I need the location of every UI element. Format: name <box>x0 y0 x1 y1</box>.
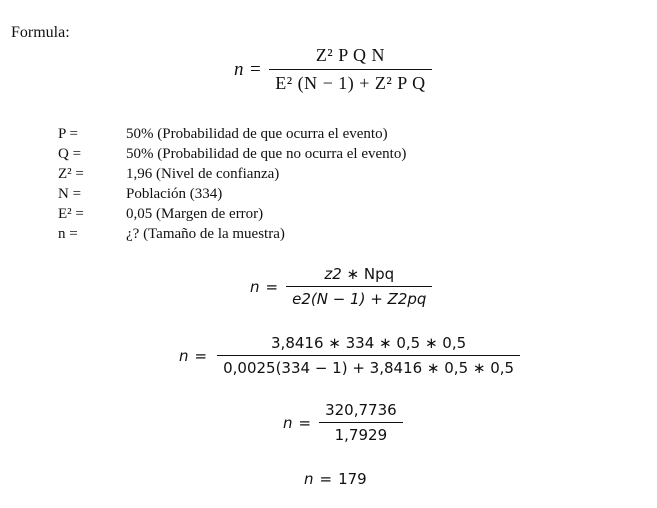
final-result-value: 179 <box>338 470 367 488</box>
variable-row-n-sample <box>58 224 406 244</box>
final-result-equals: = <box>319 470 333 488</box>
final-result <box>304 470 367 488</box>
main-formula-equals: = <box>250 58 262 80</box>
simple-formula-numerator <box>318 265 400 286</box>
variables-list <box>58 124 406 244</box>
formula-title: Formula: <box>11 24 70 41</box>
variable-symbol: Z² = <box>58 166 84 182</box>
simple-formula-numerator-b: Npq <box>363 265 395 283</box>
result-fraction <box>283 401 403 444</box>
variable-row-q <box>58 144 406 164</box>
variable-description: ¿? (Tamaño de la muestra) <box>126 226 285 242</box>
variable-row-e <box>58 204 406 224</box>
result-fraction-body <box>319 401 403 444</box>
simple-formula-numerator-a: z2 ∗ <box>324 265 364 283</box>
substitution-fraction <box>217 334 520 377</box>
main-formula-lhs <box>234 59 261 81</box>
final-result-lhs <box>304 470 332 488</box>
simple-formula-lhs <box>250 278 278 296</box>
variable-symbol: P = <box>58 126 78 142</box>
substitution-equals: = <box>194 346 208 365</box>
simple-formula-n: n <box>250 277 260 296</box>
substitution-lhs <box>179 347 207 365</box>
result-equals: = <box>298 413 312 432</box>
result-n: n <box>283 413 293 432</box>
variable-description: 0,05 (Margen de error) <box>126 206 264 222</box>
final-result-n: n <box>304 470 314 488</box>
result-numerator: 320,7736 <box>325 401 397 419</box>
variable-row-z <box>58 164 406 184</box>
main-formula-denominator: E² (N − 1) + Z² P Q <box>275 73 426 93</box>
main-formula-numerator: Z² P Q N <box>315 45 386 65</box>
simple-formula-equals: = <box>265 277 279 296</box>
main-formula-n: n <box>234 58 244 80</box>
variable-symbol: N = <box>58 186 82 202</box>
substitution-formula <box>179 334 520 377</box>
variable-description: Población (334) <box>126 186 223 202</box>
substitution-numerator: 3,8416 ∗ 334 ∗ 0,5 ∗ 0,5 <box>271 334 467 352</box>
substitution-n: n <box>179 346 189 365</box>
simple-formula-fraction <box>286 265 432 308</box>
variable-symbol: n = <box>58 226 78 242</box>
simple-formula <box>250 265 432 308</box>
variable-description: 50% (Probabilidad de que no ocurra el evento) <box>126 146 407 162</box>
substitution-denominator: 0,0025(334 − 1) + 3,8416 ∗ 0,5 ∗ 0,5 <box>223 359 515 377</box>
result-denominator: 1,7929 <box>334 426 388 444</box>
main-formula <box>234 45 432 94</box>
variable-description: 50% (Probabilidad de que ocurra el evento) <box>126 126 388 142</box>
variable-symbol: E² = <box>58 206 84 222</box>
variable-row-p <box>58 124 406 144</box>
main-formula-fraction <box>269 45 431 94</box>
variable-row-n-population <box>58 184 406 204</box>
variable-description: 1,96 (Nivel de confianza) <box>126 166 280 182</box>
simple-formula-denominator: e2(N − 1) + Z2pq <box>292 290 427 308</box>
result-lhs <box>283 414 311 432</box>
variable-symbol: Q = <box>58 146 82 162</box>
